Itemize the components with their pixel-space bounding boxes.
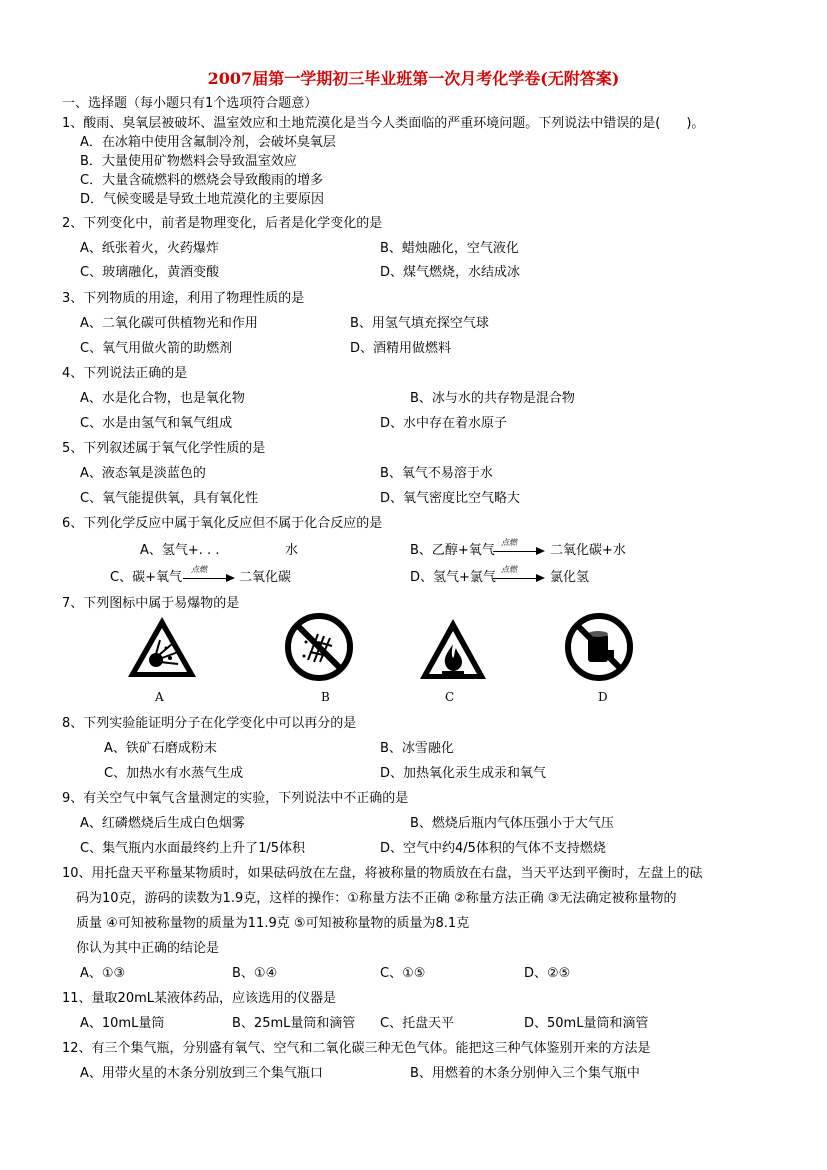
reaction-arrow-icon xyxy=(183,565,235,586)
q5-option-b: B、氧气不易溶于水 xyxy=(380,466,493,481)
q4-option-c: C、水是由氢气和氧气组成 xyxy=(80,416,233,431)
q12-stem: 12、有三个集气瓶，分别盛有氧气、空气和二氧化碳三种无色气体。能把这三种气体鉴别开来的方法是 xyxy=(62,1041,651,1056)
arrow-shaft xyxy=(493,551,537,552)
sign-label-d: D xyxy=(598,690,608,704)
q6-option-c-condition: 点燃 xyxy=(191,565,207,574)
q2-option-c: C、玻璃融化，黄酒变酸 xyxy=(80,265,220,280)
q1-stem: 1、酸雨、臭氧层被破坏、温室效应和土地荒漠化是当今人类面临的严重环境问题。下列说法中错误的是( )。 xyxy=(62,116,705,131)
q2-option-d: D、煤气燃烧，水结成冰 xyxy=(380,265,521,280)
arrow-head-icon xyxy=(226,574,235,582)
q1-option-b: B．大量使用矿物燃料会导致温室效应 xyxy=(80,154,297,169)
q4-option-d: D、水中存在着水原子 xyxy=(380,416,508,431)
flammable-warning-icon xyxy=(418,616,488,682)
sign-label-c: C xyxy=(445,690,455,704)
reaction-arrow-icon xyxy=(493,538,545,559)
q11-stem: 11、量取20mL某液体药品，应该选用的仪器是 xyxy=(62,991,336,1006)
no-barrel-icon xyxy=(564,612,634,682)
q3-stem: 3、下列物质的用途，利用了物理性质的是 xyxy=(62,291,305,306)
q2-option-b: B、蜡烛融化，空气液化 xyxy=(380,241,519,256)
q9-stem: 9、有关空气中氧气含量测定的实验，下列说法中不正确的是 xyxy=(62,791,409,806)
q5-option-c: C、氧气能提供氧，具有氧化性 xyxy=(80,491,259,506)
q10-stem-line1: 10、用托盘天平称量某物质时，如果砝码放在左盘，将被称量的物质放在右盘，当天平达到平衡时，左盘上的砝 xyxy=(62,866,703,881)
sign-label-a: A xyxy=(155,690,164,704)
q12-option-b: B、用燃着的木条分别伸入三个集气瓶中 xyxy=(410,1066,640,1081)
q10-option-d: D、②⑤ xyxy=(524,966,571,981)
q6-option-b-condition: 点燃 xyxy=(501,538,517,547)
q11-option-b: B、25mL量筒和滴管 xyxy=(232,1016,356,1031)
page-title: 2007届第一学期初三毕业班第一次月考化学卷(无附答案) xyxy=(207,69,620,88)
q6-option-d-condition: 点燃 xyxy=(501,565,517,574)
arrow-head-icon xyxy=(536,574,545,582)
q10-stem-line2: 码为10克，游码的读数为1.9克，这样的操作：①称量方法不正确 ②称量方法正确 ③无法确定被称量物的 xyxy=(76,891,677,906)
explosive-warning-icon xyxy=(126,614,198,680)
q3-option-a: A、二氧化碳可供植物光和作用 xyxy=(80,316,258,331)
q4-stem: 4、下列说法正确的是 xyxy=(62,366,188,381)
q6-option-c-products: 二氧化碳 xyxy=(239,570,292,585)
q6-option-b-reactants: B、乙醇+氧气 xyxy=(410,543,495,558)
q2-option-a: A、纸张着火，火药爆炸 xyxy=(80,241,219,256)
q3-option-c: C、氧气用做火箭的助燃剂 xyxy=(80,341,233,356)
q6-stem: 6、下列化学反应中属于氧化反应但不属于化合反应的是 xyxy=(62,516,383,531)
q6-option-d-reactants: D、氢气+氯气 xyxy=(410,570,496,585)
q8-option-a: A、铁矿石磨成粉末 xyxy=(104,741,217,756)
q5-option-a: A、液态氧是淡蓝色的 xyxy=(80,466,206,481)
q12-option-a: A、用带火星的木条分别放到三个集气瓶口 xyxy=(80,1066,323,1081)
q9-option-b: B、燃烧后瓶内气体压强小于大气压 xyxy=(410,816,614,831)
q3-option-b: B、用氢气填充探空气球 xyxy=(350,316,489,331)
q8-option-c: C、加热水有水蒸气生成 xyxy=(104,766,244,781)
q6-option-a-reactants: A、氢气+. . . xyxy=(140,543,220,558)
q11-option-a: A、10mL量筒 xyxy=(80,1016,165,1031)
q10-stem-line4: 你认为其中正确的结论是 xyxy=(76,941,220,956)
q10-option-a: A、①③ xyxy=(80,966,126,981)
q9-option-a: A、红磷燃烧后生成白色烟雾 xyxy=(80,816,245,831)
section-heading: 一、选择题（每小题只有1个选项符合题意） xyxy=(62,96,318,111)
q6-option-a-product: 水 xyxy=(285,543,299,558)
q4-option-a: A、水是化合物，也是氧化物 xyxy=(80,391,245,406)
q10-option-c: C、①⑤ xyxy=(380,966,426,981)
q11-option-c: C、托盘天平 xyxy=(380,1016,455,1031)
arrow-shaft xyxy=(183,578,227,579)
q6-option-c-reactants: C、碳+氧气 xyxy=(110,570,182,585)
q5-option-d: D、氧气密度比空气略大 xyxy=(380,491,521,506)
q10-stem-line3: 质量 ④可知被称量物的质量为11.9克 ⑤可知被称量物的质量为8.1克 xyxy=(76,916,470,931)
q6-option-b-products: 二氧化碳+水 xyxy=(550,543,626,558)
reaction-arrow-icon xyxy=(493,565,545,586)
q11-option-d: D、50mL量筒和滴管 xyxy=(524,1016,649,1031)
q9-option-c: C、集气瓶内水面最终约上升了1/5体积 xyxy=(80,841,305,856)
q1-option-a: A．在冰箱中使用含氟制冷剂，会破坏臭氧层 xyxy=(80,135,336,150)
q1-option-c: C．大量含硫燃料的燃烧会导致酸雨的增多 xyxy=(80,173,324,188)
q6-option-d-products: 氯化氢 xyxy=(550,570,590,585)
arrow-shaft xyxy=(493,578,537,579)
q10-option-b: B、①④ xyxy=(232,966,278,981)
q3-option-d: D、酒精用做燃料 xyxy=(350,341,452,356)
no-fireworks-icon xyxy=(284,612,354,682)
q5-stem: 5、下列叙述属于氧气化学性质的是 xyxy=(62,441,266,456)
q8-stem: 8、下列实验能证明分子在化学变化中可以再分的是 xyxy=(62,716,357,731)
q4-option-b: B、冰与水的共存物是混合物 xyxy=(410,391,575,406)
q8-option-b: B、冰雪融化 xyxy=(380,741,454,756)
arrow-head-icon xyxy=(536,547,545,555)
q1-option-d: D．气候变暖是导致土地荒漠化的主要原因 xyxy=(80,192,325,207)
q8-option-d: D、加热氧化汞生成汞和氧气 xyxy=(380,766,547,781)
sign-label-b: B xyxy=(321,690,330,704)
q9-option-d: D、空气中约4/5体积的气体不支持燃烧 xyxy=(380,841,606,856)
q7-stem: 7、下列图标中属于易爆物的是 xyxy=(62,596,240,611)
q2-stem: 2、下列变化中，前者是物理变化，后者是化学变化的是 xyxy=(62,216,383,231)
